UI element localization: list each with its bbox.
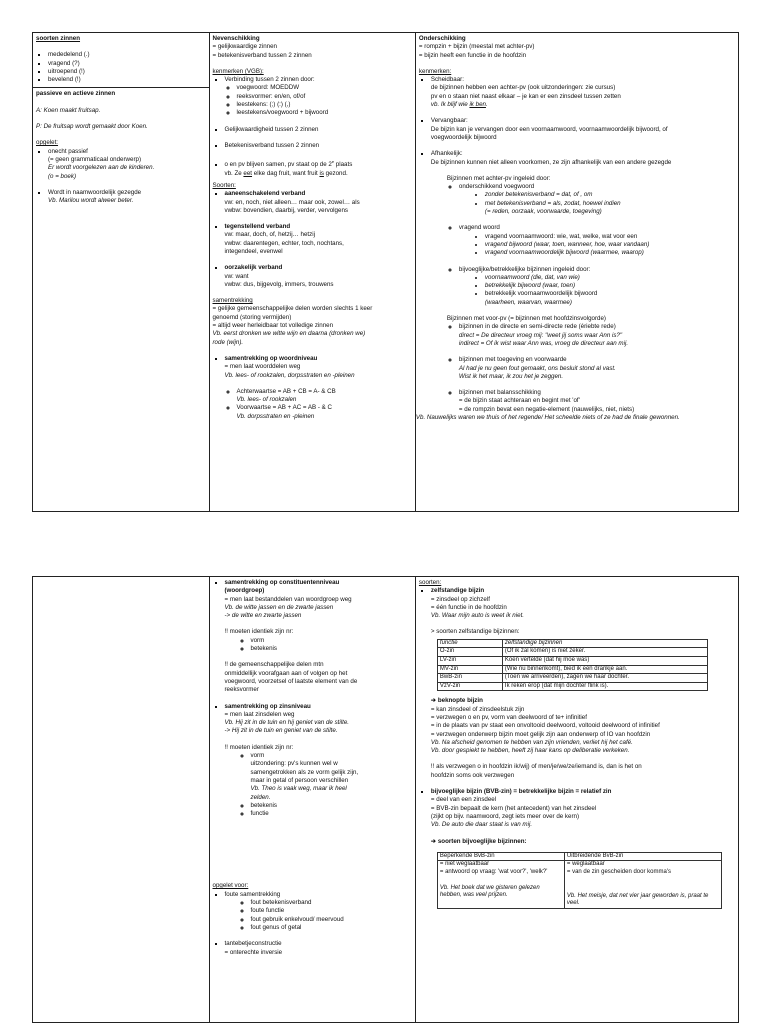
samentrekking-list — [213, 579, 412, 818]
samentrekking-label: samentrekking — [212, 297, 253, 305]
list-item: ▪ Afhankelijk: De bijzinnen kunnen niet alleen voorkomen, ze zijn afhankelijk van een andere gezegde — [431, 150, 735, 167]
column-nevenschikking — [210, 33, 416, 511]
text-line: Betekenisverband tussen 2 zinnen — [224, 141, 320, 149]
text-line: Vb. Marilou wordt alweer beter. — [48, 197, 134, 205]
text-line: (o = boek) — [48, 172, 77, 180]
column-empty — [33, 577, 210, 1022]
list-item — [225, 76, 412, 125]
list-item: ◦ leestekens/voegwoord + bijwoord — [237, 109, 412, 117]
opgelet-label: opgelet voor: — [212, 882, 249, 890]
text-line: vw: maar, doch, of, hetzij… hetzij — [224, 231, 315, 239]
table-row: LV-zin Koen vertelde (dat hij moe was) — [437, 656, 707, 665]
text-line: = betekenisverband tussen 2 zinnen — [212, 51, 312, 59]
list-item: ▪ Vervangbaar: De bijzin kan je vervangen door een voornaamwoord, voornaamwoordelijk bijwoord, of voegwoordelijk bijwoord — [431, 117, 735, 150]
text-line: vwbw: daarentegen, echter, toch, nochtans, — [224, 239, 344, 247]
section-passive-active — [33, 87, 209, 205]
text-line: ▪ Verbinding tussen 2 zinnen door: — [224, 76, 315, 84]
list-item — [225, 126, 412, 142]
table-row: VzV-zin Ik reken erop (dat mijn dochter flink is). — [437, 682, 707, 691]
soorten-label: soorten: — [418, 579, 442, 586]
heading-passive-active: passieve en actieve zinnen — [36, 90, 116, 98]
text-line: rode (wijn). — [212, 338, 244, 346]
sub-list — [447, 183, 735, 307]
text-line: ▪ samentrekking op woordniveau — [224, 354, 318, 362]
kenmerken-label: kenmerken: — [418, 67, 452, 75]
text-line: integendeel, evenwel — [224, 248, 283, 255]
list-item: ◦ voegwoord: MOEDDW — [237, 84, 412, 92]
sub-list — [447, 323, 735, 414]
list-item — [225, 142, 412, 158]
page-1 — [32, 32, 739, 512]
text-line: Gelijkwaardigheid tussen 2 zinnen — [224, 125, 319, 133]
text-line: = bijzin heeft een functie in de hoofdzin — [418, 51, 527, 59]
list-item: ◦ bijzinnen met toegeving en voorwaarde Al had je nu geen fout gemaakt, ons besluit stond al vast. Wist ik het maar, ik zou het je zeggen. — [459, 356, 735, 389]
soorten-label: Soorten: — [212, 181, 236, 189]
list-item: ▪ bijvoeglijke bijzin (BVB-zin) = betrekkelijke bijzin = relatief zin = deel van een zinsdeel = BVB-zin bepaalt de kern (het antecedent) van het zinsdeel (zijkt op bijv. naamwoord, zegt iets meer over de kern) Vb. De auto die daar staat is van mij. ➔ soorten bijvoeglijke bijzinnen: Beperkende BvB-zin Uitbreidende BvB-zin = niet weglaatbaar = antwoord op vraag: 'wat voor?', 'welk?' Vb. Het boek dat we gisteren gelezen hebben, was veel prijzen. = weglaatbaar = van de zin gescheiden door komma's Vb. Het meisje, dat net vier jaar geworden is, praat te veel. — [431, 788, 735, 909]
text-line: = men laat woorddelen weg — [224, 363, 301, 371]
achter-pv-block: Bijzinnen met achter-pv ingeleid door: ◦ onderschikkend voegwoord • zonder betekenisverband = dat, of , om • met betekenisverband = als, zodat, hoewel indien (= reden, oorzaak, voorwaarde, toegeving) ◦ vragend woord • vragend voornaamwoord: wie, wat, welke, wat voor een • vragend bijwoord (waar, toen, wanneer, hoe, waar vandaan) • vragend voornaamwoordelijk bijwoord (waarmee, waarop) ◦ bijvoeglijke/betrekkelijke bijzinnen ingeleid door: • voornaamwoord (die, dat, van wie) • betrekkelijk bijwoord (waar, toen) • betrekkelijk voornaamwoordelijk bijwoord (waarheen, waarvan, waarmee) Bijzinnen met voor-pv (= bijzinnen met hoofdzinsvolgorde) ◦ bijzinnen in de directe en semi-directe rede (ériebte rede) direct = De directeur vroeg mij: "weet jij soms waar Ann is?" indirect = Of ik wist waar Ann was, vroeg de directeur aan mij. ◦ bijzinnen met toegeving en voorwaarde Al had je nu geen fout gemaakt, ons besluit stond al vast. Wist ik het maar, ik zou het je zeggen. ◦ bijzinnen met balansschikking = de bijzin staat achteraan en begint met 'of' = de rompzin bevat een negatie-element (nauwelijks, niet, niets) — [419, 175, 735, 414]
kenmerken-label: kenmerken (VGB): — [212, 67, 264, 75]
text-line: vw: want — [224, 272, 249, 280]
text-line: = gelijke gemeenschappelijke delen worden slechts 1 keer — [212, 305, 373, 313]
example-passive: P: De fruitsap wordt gemaakt door Koen. — [36, 123, 148, 131]
table-row: functie zelfstandige bijzinnen — [437, 639, 707, 648]
list-item: ▪ mededelend (.) — [48, 51, 206, 59]
zelfstandige-bijzinnen-table — [437, 639, 708, 692]
sub-list — [225, 388, 412, 421]
text-line: ▪ tegenstellend verband — [224, 223, 291, 231]
text-line: ▪ aaneenschakelend verband — [224, 190, 306, 198]
text-line: vwbw: dus, bijgevolg, immers, trouwens — [224, 280, 334, 288]
soorten-list — [419, 587, 735, 908]
example-active: A: Koen maakt fruitsap. — [36, 106, 101, 114]
example-line: Vb. Nauwelijks waren we thuis of het regende/ Het scheelde niets of ze had de finale gewonnen. — [415, 413, 680, 421]
table-row: = niet weglaatbaar = antwoord op vraag: 'wat voor?', 'welk?' Vb. Het boek dat we gisteren gelezen hebben, was veel prijzen. = weglaatbaar = van de zin gescheiden door komma's Vb. Het meisje, dat net vier jaar geworden is, praat te veel. — [437, 861, 721, 908]
list-item: ▪ uitroepend (!) — [48, 68, 206, 76]
text-line: ▪ oorzakelijk verband — [224, 264, 283, 272]
list-item: ▪ vragend (?) — [48, 60, 206, 68]
page-2 — [32, 576, 739, 1023]
text-line: Er wordt voorgelezen aan de kinderen. — [48, 164, 155, 172]
list-item — [225, 190, 412, 223]
column-sentence-types — [33, 33, 210, 511]
text-line: = rompzin + bijzin (meestal met achter-pv) — [418, 43, 535, 51]
text-line: = gelijkwaardige zinnen — [212, 43, 277, 51]
table-row: O-zin (Of ik zal komen) is niet zeker. — [437, 648, 707, 657]
column-bijzinnen — [416, 577, 738, 1022]
text-line: vwbw: bovendien, daarbij, verder, vervolgens — [224, 206, 348, 214]
table-row: BwB-zin (Toen we arriveerden), zagen we haar dochter. — [437, 674, 707, 683]
opgelet-label: opgelet: — [36, 139, 59, 147]
heading-soorten-zinnen: soorten zinnen — [36, 35, 81, 42]
list-item: ▪ foute samentrekking ◦ fout betekenisverband ◦ foute functie ◦ fout gebruik enkelvoud/ meervoud ◦ fout genus of getal — [225, 891, 412, 940]
list-item: ▪ zelfstandige bijzin = zinsdeel op zichzelf = één functie in de hoofdzin Vb. Waar mijn auto is weet ik niet. > soorten zelfstandige bijzinnen: functie zelfstandige bijzinnen O-zin (Of ik zal komen) is niet zeker. LV-zin Koen vertelde (dat hij moe was) MV-zin (Wie nu binnenkomt), bied ik een drankje aan. BwB-zin (Toen we arriveerden), zagen we haar dochter. VzV-zin Ik reken erop (dat mijn dochter flink is). ➔ beknopte bijzin = kan zinsdeel of zinsdeelstuk zijn = verzwegen o en pv, vorm van deelwoord of te+ infinitief = in de plaats van pv staat een onvoltooid deelwoord, voltooid deelwoord of infinitief = verzwegen onderwerp bijzin moet gelijk zijn aan onderwerp of IO van hoofdzin Vb. Na afscheid genomen te hebben van zijn vrienden, verliet hij het café. Vb. door gespiekt te hebben, heeft zij haar kans op deliberatie verkeken. !! als verzwegen o in hoofdzin ik/wij) of men/je/we/ze/iemand is, dan is het on hoofdzin soms ook verzwegen — [431, 587, 735, 788]
list-item — [48, 189, 206, 206]
list-item: ▪ Scheidbaar: de bijzinnen hebben een achter-pv (ook uitzonderingen: zie cursus) pv en o staan niet naast elkaar – je kan er een zinsdeel tussen zetten vb. Ik blijf wie ik ben. — [431, 76, 735, 117]
list-item — [48, 148, 206, 189]
sentence-types-list — [36, 51, 206, 84]
list-item: ◦ bijzinnen in de directe en semi-directe rede (ériebte rede) direct = De directeur vroeg mij: "weet jij soms waar Ann is?" indirect = Of ik wist waar Ann was, vroeg de directeur aan mij. — [459, 323, 735, 356]
sub-list — [225, 84, 412, 117]
text-line: vb. Ze eet elke dag fruit, want fruit is gezond. — [224, 169, 348, 177]
text-line: Vb. lees- of rookzalen, dorpsstraten en -pleinen — [224, 371, 355, 379]
list-item: ▪ tantebetjeconstructie = onterechte inversie — [225, 940, 412, 957]
opgelet-list — [213, 891, 412, 957]
list-item — [225, 264, 412, 289]
table-row: MV-zin (Wie nu binnenkomt), bied ik een drankje aan. — [437, 665, 707, 674]
list-item: ◦ vragend woord • vragend voornaamwoord: wie, wat, welke, wat voor een • vragend bijwoord (waar, toen, wanneer, hoe, waar vandaan) • vragend voornaamwoordelijk bijwoord (waarmee, waarop) — [459, 224, 735, 265]
heading-onderschikking: Onderschikking — [418, 35, 466, 42]
soorten-list — [213, 190, 412, 289]
text-line: ▪ Wordt in naamwoordelijk gezegde — [48, 188, 142, 196]
bijvoeglijke-bijzinnen-table — [437, 852, 722, 909]
list-item: ▪ bevelend (!) — [48, 76, 206, 84]
list-item: ◦ bijvoeglijke/betrekkelijke bijzinnen ingeleid door: • voornaamwoord (die, dat, van wie) • betrekkelijk bijwoord (waar, toen) • betrekkelijk voornaamwoordelijk bijwoord (waarheen, waarvan, waarmee) — [459, 266, 735, 307]
column-samentrekking — [210, 577, 416, 1022]
kenmerken-list — [419, 76, 735, 167]
list-item — [225, 223, 412, 264]
text-line: vw: en, noch, niet alleen… maar ook, zowel… als — [224, 198, 360, 206]
text-line: ▪ o en pv blijven samen, pv staat op de 2e plaats — [224, 159, 353, 169]
list-item: ◦ Achterwaartse = AB + CB = A- & CB Vb. lees- of rookzalen — [237, 388, 412, 405]
list-item — [225, 158, 412, 178]
column-onderschikking — [416, 33, 738, 511]
arrow-right-icon: ➔ — [430, 837, 437, 845]
list-item: ◦ leestekens: (;) (:) (,) — [237, 101, 412, 109]
list-item: ▪ samentrekking op constituentenniveau (woordgroep) = men laat bestanddelen van woordgroep weg Vb. de witte jassen en de zwarte jassen -> de witte en zwarte jassen !! moeten identiek zijn nr: ◦ vorm ◦ betekenis !! de gemeenschappelijke delen mtn onmiddellijk voorafgaan aan of volgen op het voegwoord, voorzetsel of laatste element van de reeksvormer — [225, 579, 412, 703]
text-line: (= geen grammaticaal onderwerp) — [48, 155, 142, 163]
table-row: Beperkende BvB-zin Uitbreidende BvB-zin — [437, 852, 721, 861]
text-line: ▪ onecht passief — [48, 147, 88, 155]
list-item: ◦ onderschikkend voegwoord • zonder betekenisverband = dat, of , om • met betekenisverband = als, zodat, hoewel indien (= reden, oorzaak, voorwaarde, toegeving) — [459, 183, 735, 224]
arrow-right-icon: ➔ — [430, 697, 437, 705]
heading-nevenschikking: Nevenschikking — [212, 35, 260, 42]
list-item: ◦ bijzinnen met balansschikking = de bijzin staat achteraan en begint met 'of' = de rompzin bevat een negatie-element (nauwelijks, niet, niets) — [459, 389, 735, 414]
samentrekking-list — [213, 355, 412, 421]
list-item — [225, 355, 412, 421]
text-line: = altijd weer herleidbaar tot volledige zinnen — [212, 322, 334, 330]
kenmerken-list — [213, 76, 412, 178]
text-line: Vb. eerst dronken we witte wijn en daarna (dronken we) — [212, 330, 366, 338]
list-item: ◦ reeksvormer: en/en, of/of — [237, 93, 412, 101]
opgelet-list — [36, 148, 206, 206]
list-item: ◦ Voorwaartse = AB + AC = AB - & C Vb. dorpsstraten en -pleinen — [237, 404, 412, 421]
list-item: ▪ samentrekking op zinsniveau = men laat zinsdelen weg Vb. Hij zit in de tuin en hij geniet van de stilte. -> Hij zit in de tuin en geniet van de stilte. !! moeten identiek zijn nr: ◦ vorm uitzondering: pv's kunnen wel w samengetrokken als ze vorm gelijk zijn, maar in getal of persoon verschillen Vb. Theo is vaak weg, maar ik heel zelden. ◦ betekenis ◦ functie — [225, 703, 412, 819]
text-line: genoemd (storing vermijden) — [212, 313, 292, 321]
